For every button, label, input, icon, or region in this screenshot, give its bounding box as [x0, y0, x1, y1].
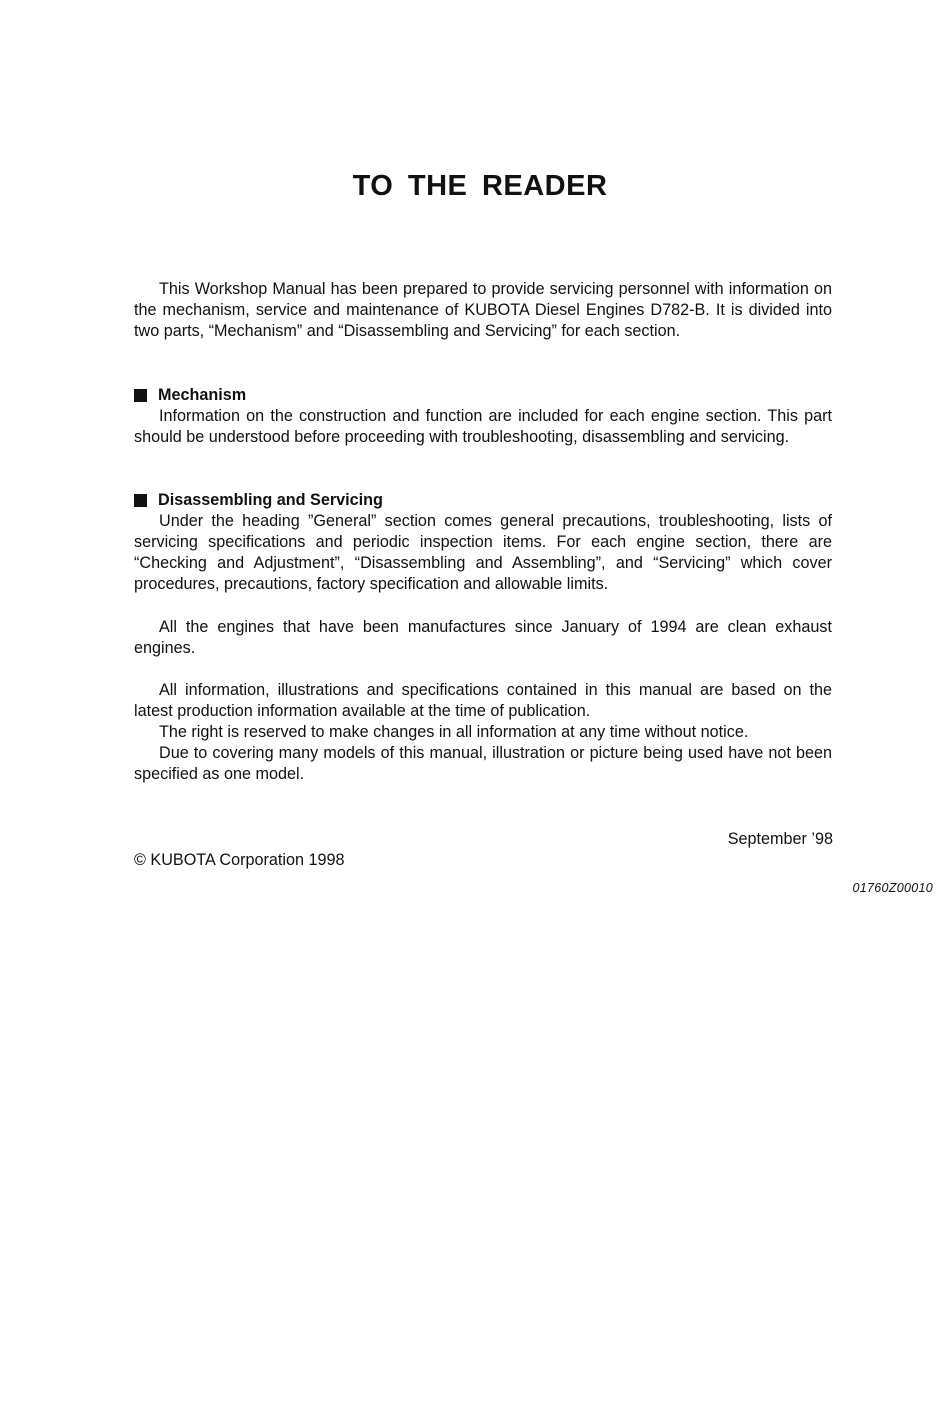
disassembling-heading-label: Disassembling and Servicing [158, 491, 383, 509]
mechanism-heading [134, 385, 246, 406]
rights-paragraph: The right is reserved to make changes in all information at any time without notice. [159, 723, 749, 741]
page-title: TO THE READER [352, 170, 608, 202]
copyright-notice: © KUBOTA Corporation 1998 [134, 851, 345, 869]
info-paragraph: All information, illustrations and specifications contained in this manual are based on the latest production information available at the time of publication. [134, 681, 832, 720]
disassembling-paragraph: Under the heading ”General” section comes general precautions, troubleshooting, lists of servicing specifications and periodic inspection items. For each engine section, there are “Checking and Adjustment”, “Disassembling and Assembling”, and “Servicing” which cover procedures, precautions, factory specification and allowable limits. [134, 512, 832, 593]
models-paragraph: Due to covering many models of this manual, illustration or picture being used have not been specified as one model. [134, 744, 832, 783]
document-code: 01760Z00010 [852, 881, 933, 895]
intro-paragraph: This Workshop Manual has been prepared to provide servicing personnel with information on the mechanism, service and maintenance of KUBOTA Diesel Engines D782-B. It is divided into two parts, “Mechanism” and “Disassembling and Servicing” for each section. [134, 280, 832, 340]
disassembling-heading [134, 490, 383, 511]
mechanism-heading-label: Mechanism [158, 386, 247, 404]
engines-paragraph: All the engines that have been manufactures since January of 1994 are clean exhaust engines. [134, 618, 832, 657]
mechanism-paragraph: Information on the construction and function are included for each engine section. This part should be understood before proceeding with troubleshooting, disassembling and servicing. [134, 407, 832, 446]
square-bullet-icon [134, 389, 147, 402]
publication-date: September ’98 [727, 830, 833, 848]
square-bullet-icon [134, 494, 147, 507]
